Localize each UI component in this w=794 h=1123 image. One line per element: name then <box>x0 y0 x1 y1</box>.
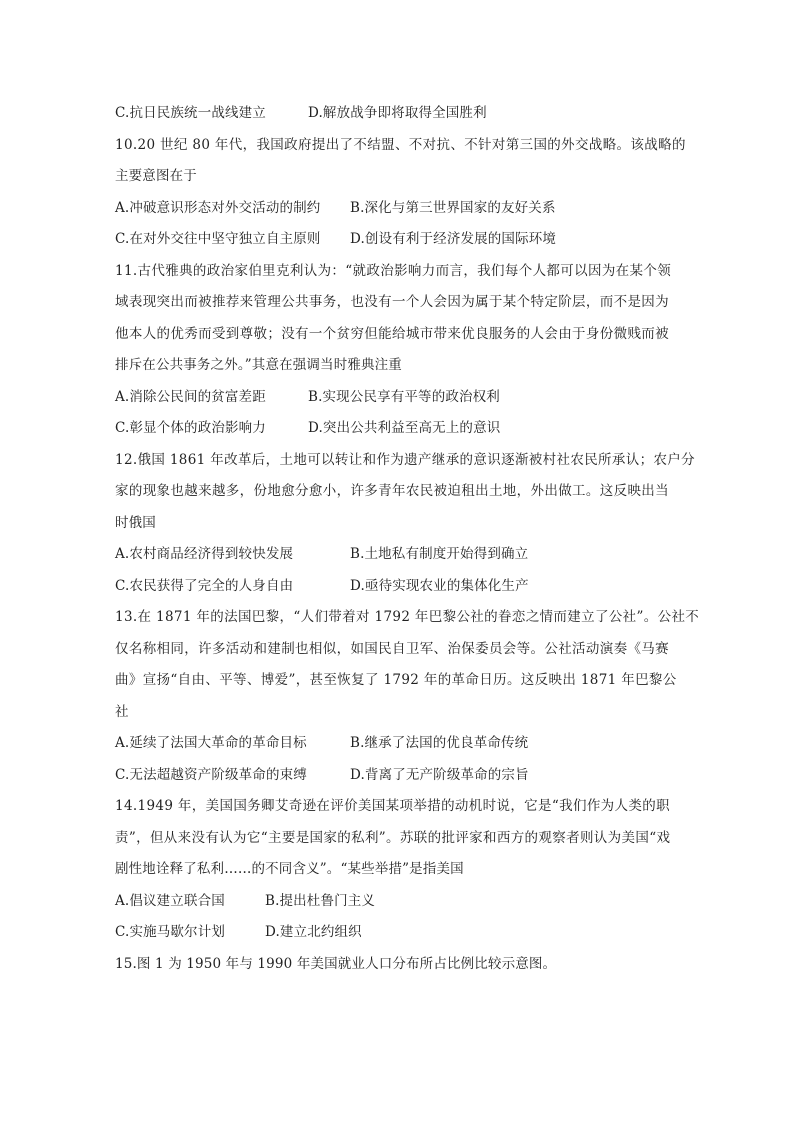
q14-option-a[interactable]: A.倡议建立联合国 <box>115 892 225 909</box>
question-14 <box>115 791 715 949</box>
q10-option-a[interactable]: A.冲破意识形态对外交活动的制约 <box>115 199 321 216</box>
q9-options-cd <box>115 98 715 130</box>
q14-stem-line: 责”，但从来没有认为它“主要是国家的私利”。苏联的批评家和西方的观察者则认为美国“戏 <box>115 829 671 846</box>
q12-option-b[interactable]: B.土地私有制度开始得到确立 <box>350 546 529 562</box>
q11-option-a[interactable]: A.消除公民间的贫富差距 <box>115 388 266 405</box>
q14-options-cd <box>115 917 715 949</box>
q13-stem-line: 社 <box>115 703 129 720</box>
q14-option-d[interactable]: D.建立北约组织 <box>265 924 362 940</box>
q10-options-ab <box>115 193 715 225</box>
q12-stem-line: 12.俄国 1861 年改革后，土地可以转让和作为遗产继承的意识逐渐被村社农民所承认；农户分 <box>115 451 696 468</box>
q15-stem-line: 15.图 1 为 1950 年与 1990 年美国就业人口分布所占比例比较示意图。 <box>115 955 557 972</box>
q12-option-c[interactable]: C.农民获得了完全的人身自由 <box>115 577 294 594</box>
q13-stem-line: 13.在 1871 年的法国巴黎，“人们带着对 1792 年巴黎公社的眷恋之情而建立了公社”。公社不 <box>115 609 700 625</box>
q11-option-c[interactable]: C.彰显个体的政治影响力 <box>115 420 266 436</box>
q11-options-cd <box>115 413 715 445</box>
q14-stem-line: 14.1949 年，美国国务卿艾奇逊在评价美国某项举措的动机时说，它是“我们作为人类的职 <box>115 798 670 814</box>
question-13 <box>115 602 715 791</box>
q13-option-b[interactable]: B.继承了法国的优良革命传统 <box>350 735 529 751</box>
q11-options-ab <box>115 382 715 414</box>
q13-options-cd <box>115 760 715 792</box>
question-15 <box>115 949 715 981</box>
q14-option-b[interactable]: B.提出杜鲁门主义 <box>265 892 376 909</box>
q10-option-c[interactable]: C.在对外交往中坚守独立自主原则 <box>115 231 321 247</box>
q14-stem-line: 剧性地诠释了私利……的不同含义”。“某些举措”是指美国 <box>115 861 464 877</box>
q13-option-c[interactable]: C.无法超越资产阶级革命的束缚 <box>115 766 307 783</box>
q14-option-c[interactable]: C.实施马歇尔计划 <box>115 924 225 940</box>
q10-option-d[interactable]: D.创设有利于经济发展的国际环境 <box>350 231 557 247</box>
question-10 <box>115 130 715 256</box>
q11-option-b[interactable]: B.实现公民享有平等的政治权利 <box>308 388 500 405</box>
q11-option-d[interactable]: D.突出公共利益至高无上的意识 <box>308 420 501 436</box>
q9-option-c[interactable]: C.抗日民族统一战线建立 <box>115 105 266 121</box>
q13-stem-line: 仅名称相同，许多活动和建制也相似，如国民自卫军、治保委员会等。公社活动演奏《马赛 <box>115 640 669 657</box>
q11-stem-line: 11.古代雅典的政治家伯里克利认为：“就政治影响力而言，我们每个人都可以因为在某个领 <box>115 262 672 279</box>
q10-option-b[interactable]: B.深化与第三世界国家的友好关系 <box>350 199 556 216</box>
q12-option-a[interactable]: A.农村商品经济得到较快发展 <box>115 546 294 562</box>
q10-stem-line: 10.20 世纪 80 年代，我国政府提出了不结盟、不对抗、不针对第三国的外交战略。该战略的 <box>115 136 686 153</box>
q12-stem-line: 家的现象也越来越多，份地愈分愈小，许多青年农民被迫租出土地，外出做工。这反映出当 <box>115 483 669 499</box>
q9-option-d[interactable]: D.解放战争即将取得全国胜利 <box>308 105 487 121</box>
q12-options-cd <box>115 571 715 603</box>
q13-options-ab <box>115 728 715 760</box>
q13-option-a[interactable]: A.延续了法国大革命的革命目标 <box>115 735 307 751</box>
q10-options-cd <box>115 224 715 256</box>
question-12 <box>115 445 715 603</box>
q12-stem-line: 时俄国 <box>115 514 156 531</box>
exam-page <box>115 98 715 980</box>
q10-stem-line: 主要意图在于 <box>115 168 197 184</box>
q13-option-d[interactable]: D.背离了无产阶级革命的宗旨 <box>350 766 529 783</box>
q11-stem-line: 域表现突出而被推荐来管理公共事务，也没有一个人会因为属于某个特定阶层，而不是因为 <box>115 294 669 310</box>
q13-stem-line: 曲》宣扬“自由、平等、博爱”，甚至恢复了 1792 年的革命日历。这反映出 1871 年巴黎公 <box>115 672 677 688</box>
question-11 <box>115 256 715 445</box>
q11-stem-line: 他本人的优秀而受到尊敬；没有一个贫穷但能给城市带来优良服务的人会由于身份微贱而被 <box>115 325 669 342</box>
q12-option-d[interactable]: D.亟待实现农业的集体化生产 <box>350 577 529 594</box>
q12-options-ab <box>115 539 715 571</box>
q14-options-ab <box>115 886 715 918</box>
q11-stem-line: 排斥在公共事务之外。”其意在强调当时雅典注重 <box>115 357 402 373</box>
